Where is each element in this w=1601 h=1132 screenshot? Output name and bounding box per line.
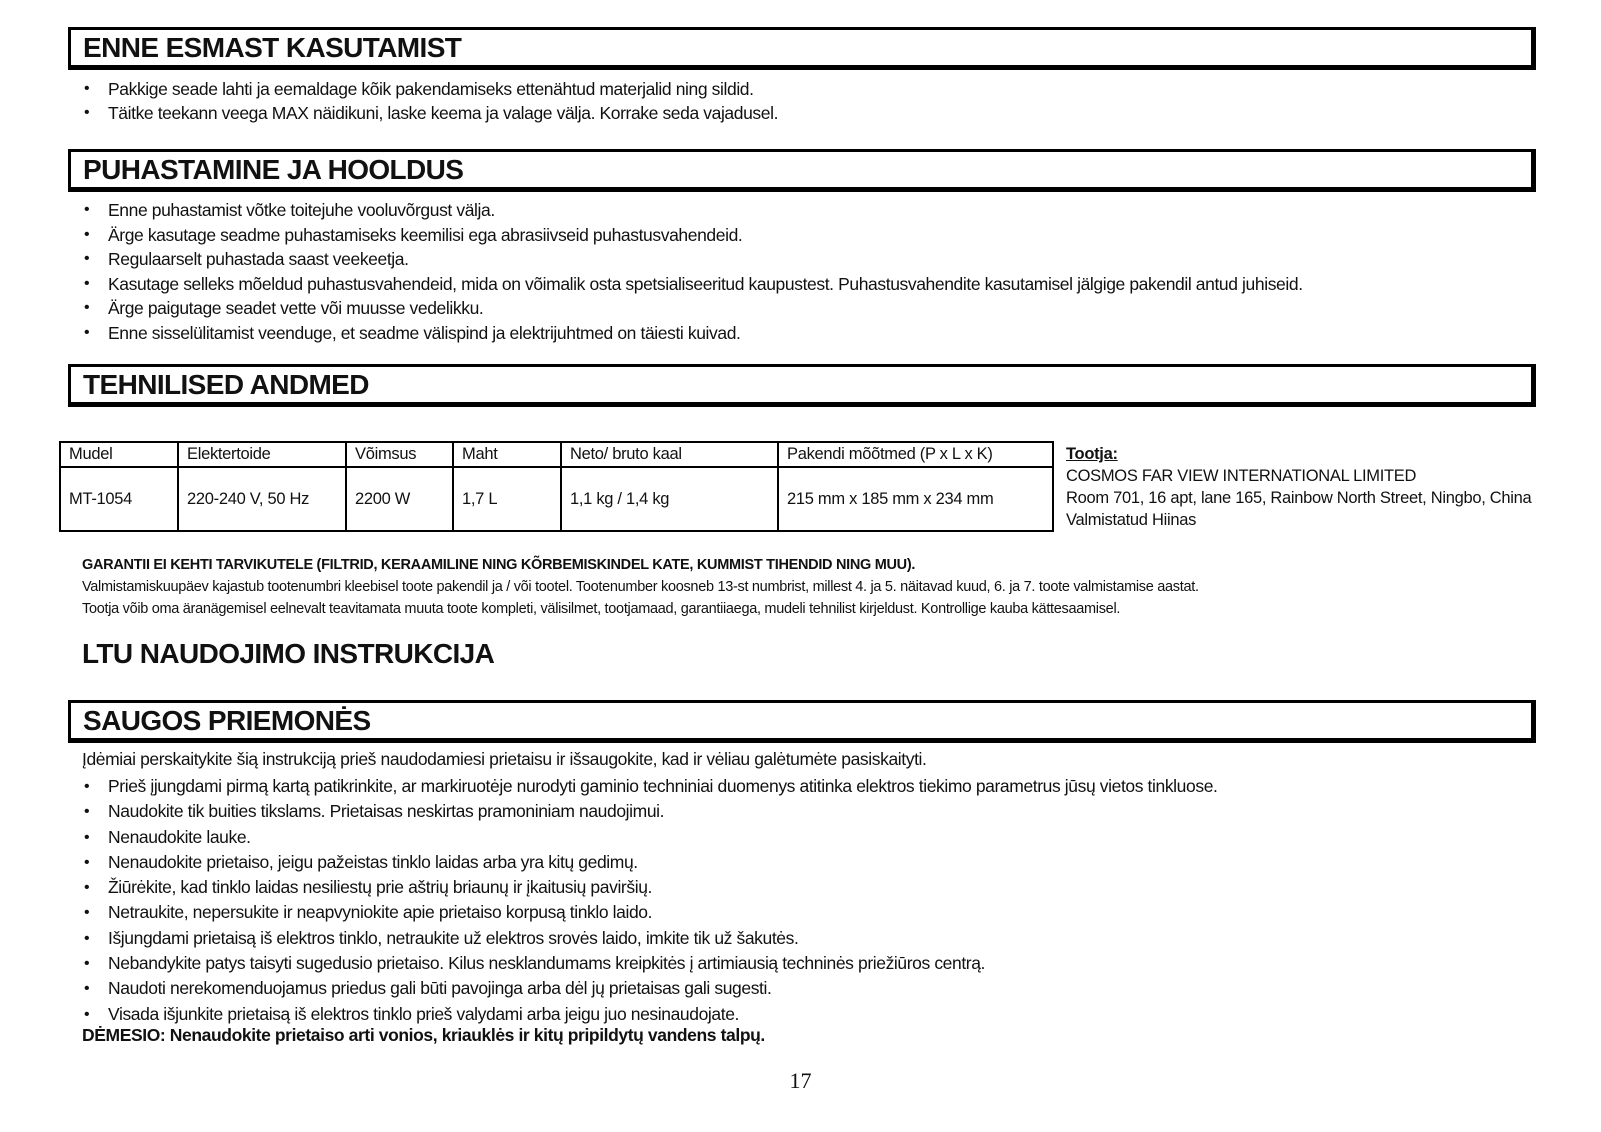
list-item: • Naudoti nerekomenduojamus priedus gali būti pavojinga arba dėl jų prietaisas gali sugesti. [82,976,1532,1001]
before-first-use-list [82,77,1532,125]
list-item: • Täitke teekann veega MAX näidikuni, laske keema ja valage välja. Korrake seda vajadusel. [82,101,1532,125]
warranty-bold-line: GARANTII EI KEHTI TARVIKUTELE (FILTRID, KERAAMILINE NING KÕRBEMISKINDEL KATE, KUMMIST TIHENDID NING MUU). [82,557,916,573]
table-cell: 215 mm x 185 mm x 234 mm [778,467,1053,531]
section-header-tech: TEHNILISED ANDMED [68,364,1536,407]
warranty-block [82,554,1199,620]
manufacturer-block [1066,443,1531,531]
page-number: 17 [789,1068,812,1093]
manufacturer-line: COSMOS FAR VIEW INTERNATIONAL LIMITED [1066,467,1417,485]
table-header-cell: Maht [453,442,561,467]
warranty-line: Tootja võib oma äranägemisel eelnevalt teavitamata muuta toote kompleti, välisilmet, tootjamaad, garantiiaega, mudeli tehnilist kirjeldust. Kontrollige kauba kättesaamisel. [82,601,1121,617]
list-item: • Regulaarselt puhastada saast veekeetja. [82,247,1532,272]
list-item: • Žiūrėkite, kad tinklo laidas nesiliestų prie aštrių briaunų ir įkaitusių paviršių. [82,875,1532,900]
table-header-cell: Mudel [60,442,178,467]
ltu-title: LTU NAUDOJIMO INSTRUKCIJA [82,638,495,669]
list-item: • Nenaudokite prietaiso, jeigu pažeistas tinklo laidas arba yra kitų gedimų. [82,850,1532,875]
table-cell: 1,1 kg / 1,4 kg [561,467,778,531]
manufacturer-line: Valmistatud Hiinas [1066,511,1197,529]
table-header-cell: Võimsus [346,442,453,467]
list-item: • Pakkige seade lahti ja eemaldage kõik pakendamiseks ettenähtud materjalid ning sildid. [82,77,1532,101]
list-item: • Netraukite, nepersukite ir neapvyniokite apie prietaiso korpusą tinklo laido. [82,900,1532,925]
table-header-row [60,442,1053,467]
list-item: • Visada išjunkite prietaisą iš elektros tinklo prieš valydami arba jeigu juo nesinaudojate. [82,1002,1532,1027]
safety-warning: DĖMESIO: Nenaudokite prietaiso arti vonios, kriauklės ir kitų pripildytų vandens talpų. [82,1025,765,1045]
list-item: • Enne sisselülitamist veenduge, et seadme välispind ja elektrijuhtmed on täiesti kuivad. [82,321,1532,346]
list-item: • Išjungdami prietaisą iš elektros tinklo, netraukite už elektros srovės laido, imkite tik už šakutės. [82,926,1532,951]
table-cell: MT-1054 [60,467,178,531]
warranty-line: Valmistamiskuupäev kajastub tootenumbri kleebisel toote pakendil ja / või tootel. Tootenumber koosneb 13-st numbrist, millest 4. ja 5. näitavad kuud, 6. ja 7. toote valmistamise aastat. [82,579,1199,595]
table-cell: 220-240 V, 50 Hz [178,467,346,531]
list-item: • Ärge paigutage seadet vette või muusse vedelikku. [82,296,1532,321]
table-header-cell: Neto/ bruto kaal [561,442,778,467]
safety-list [82,774,1532,1027]
section-header-cleaning: PUHASTAMINE JA HOOLDUS [68,149,1536,192]
list-item: • Nebandykite patys taisyti sugedusio prietaiso. Kilus nesklandumams kreipkitės į artimiausią techninės priežiūros centrą. [82,951,1532,976]
spec-table [59,441,1054,532]
table-cell: 1,7 L [453,467,561,531]
list-item: • Ärge kasutage seadme puhastamiseks keemilisi ega abrasiivseid puhastusvahendeid. [82,223,1532,248]
section-header-safety: SAUGOS PRIEMONĖS [68,700,1536,743]
list-item: • Prieš įjungdami pirmą kartą patikrinkite, ar markiruotėje nurodyti gaminio techniniai duomenys atitinka elektros tiekimo parametrus jūsų vietos tinkluose. [82,774,1532,799]
section-header-before-first-use: ENNE ESMAST KASUTAMIST [68,27,1536,70]
list-item: • Naudokite tik buities tikslams. Prietaisas neskirtas pramoniniam naudojimui. [82,799,1532,824]
manufacturer-line: Room 701, 16 apt, lane 165, Rainbow North Street, Ningbo, China [1066,489,1532,507]
table-cell: 2200 W [346,467,453,531]
manufacturer-title: Tootja: [1066,445,1118,463]
table-row [60,467,1053,531]
list-item: • Nenaudokite lauke. [82,825,1532,850]
list-item: • Kasutage selleks mõeldud puhastusvahendeid, mida on võimalik osta spetsialiseeritud kaupustest. Puhastusvahendite kasutamisel jälgige pakendil antud juhiseid. [82,272,1532,297]
cleaning-list [82,198,1532,346]
safety-intro: Įdėmiai perskaitykite šią instrukciją prieš naudodamiesi prietaisu ir išsaugokite, kad ir vėliau galėtumėte pasiskaityti. [82,749,927,769]
list-item: • Enne puhastamist võtke toitejuhe vooluvõrgust välja. [82,198,1532,223]
table-header-cell: Elektertoide [178,442,346,467]
table-header-cell: Pakendi mõõtmed (P x L x K) [778,442,1053,467]
